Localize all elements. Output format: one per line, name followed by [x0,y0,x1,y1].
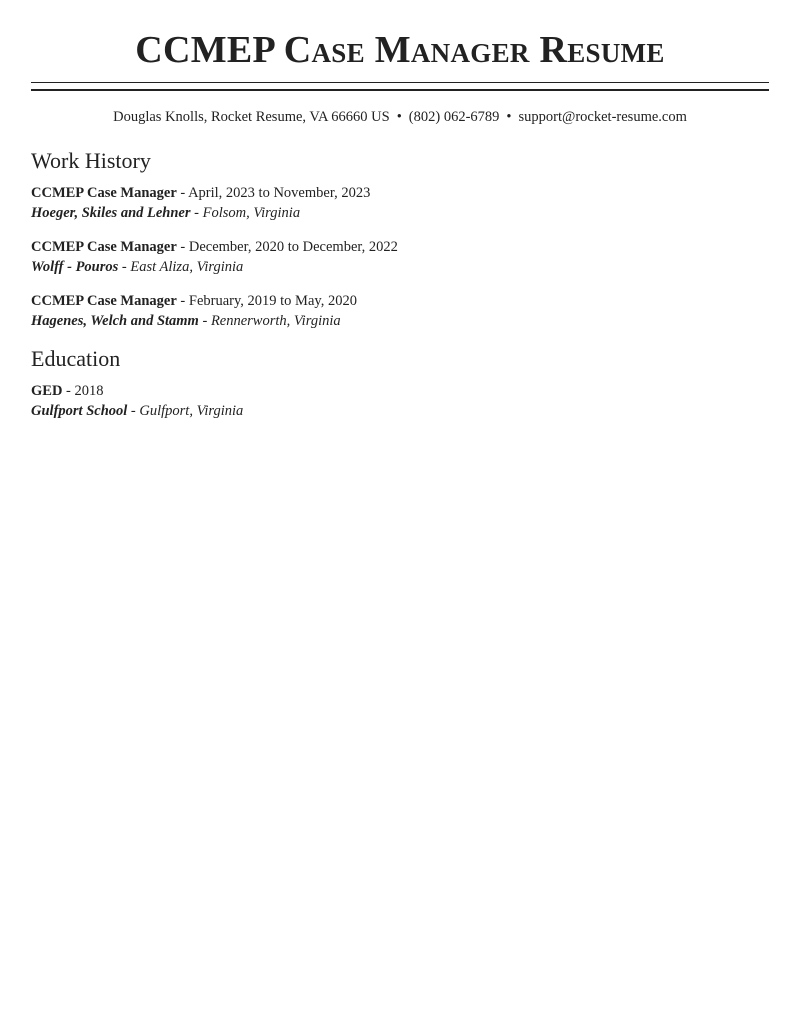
job-title: CCMEP Case Manager [31,293,177,309]
work-entry [31,237,769,277]
resume-title: CCMEP Case Manager Resume [135,29,665,71]
contact-address: Douglas Knolls, Rocket Resume, VA 66660 US [113,109,390,125]
education-heading: Education [31,346,121,371]
company-location: Folsom, Virginia [202,205,301,221]
company-name: Hagenes, Welch and Stamm [31,313,199,329]
education-entry-header: GED - 2018 [31,383,104,399]
work-entry-header: CCMEP Case Manager - April, 2023 to November, 2023 [31,185,371,201]
company-location: East Aliza, Virginia [130,259,244,275]
job-title: CCMEP Case Manager [31,239,177,255]
work-entry-employer: Hagenes, Welch and Stamm - Rennerworth, Virginia [31,313,341,329]
work-entry-employer: Wolff - Pouros - East Aliza, Virginia [31,259,244,275]
school-name: Gulfport School [31,403,128,419]
education-entry-school: Gulfport School - Gulfport, Virginia [31,403,244,419]
job-dates: December, 2020 to December, 2022 [188,239,398,255]
title-divider [31,82,769,91]
school-location: Gulfport, Virginia [139,403,244,419]
company-name: Hoeger, Skiles and Lehner [31,205,191,221]
company-name: Wolff - Pouros [31,259,119,275]
education-entry [31,381,769,421]
work-entry [31,183,769,223]
degree-name: GED [31,383,63,399]
degree-year: 2018 [74,383,104,399]
contact-email: support@rocket-resume.com [518,109,687,125]
work-entry-header: CCMEP Case Manager - December, 2020 to December, 2022 [31,239,398,255]
company-location: Rennerworth, Virginia [210,313,341,329]
contact-line [31,108,769,126]
work-entry-header: CCMEP Case Manager - February, 2019 to May, 2020 [31,293,357,309]
contact-phone: (802) 062-6789 [408,109,500,125]
job-dates: April, 2023 to November, 2023 [188,185,371,201]
work-entry-employer: Hoeger, Skiles and Lehner - Folsom, Virginia [31,205,301,221]
job-title: CCMEP Case Manager [31,185,177,201]
job-dates: February, 2019 to May, 2020 [188,293,357,309]
work-entry [31,291,769,331]
contact-separator: • [506,109,512,125]
contact-separator: • [396,109,402,125]
work-history-heading: Work History [31,148,151,173]
